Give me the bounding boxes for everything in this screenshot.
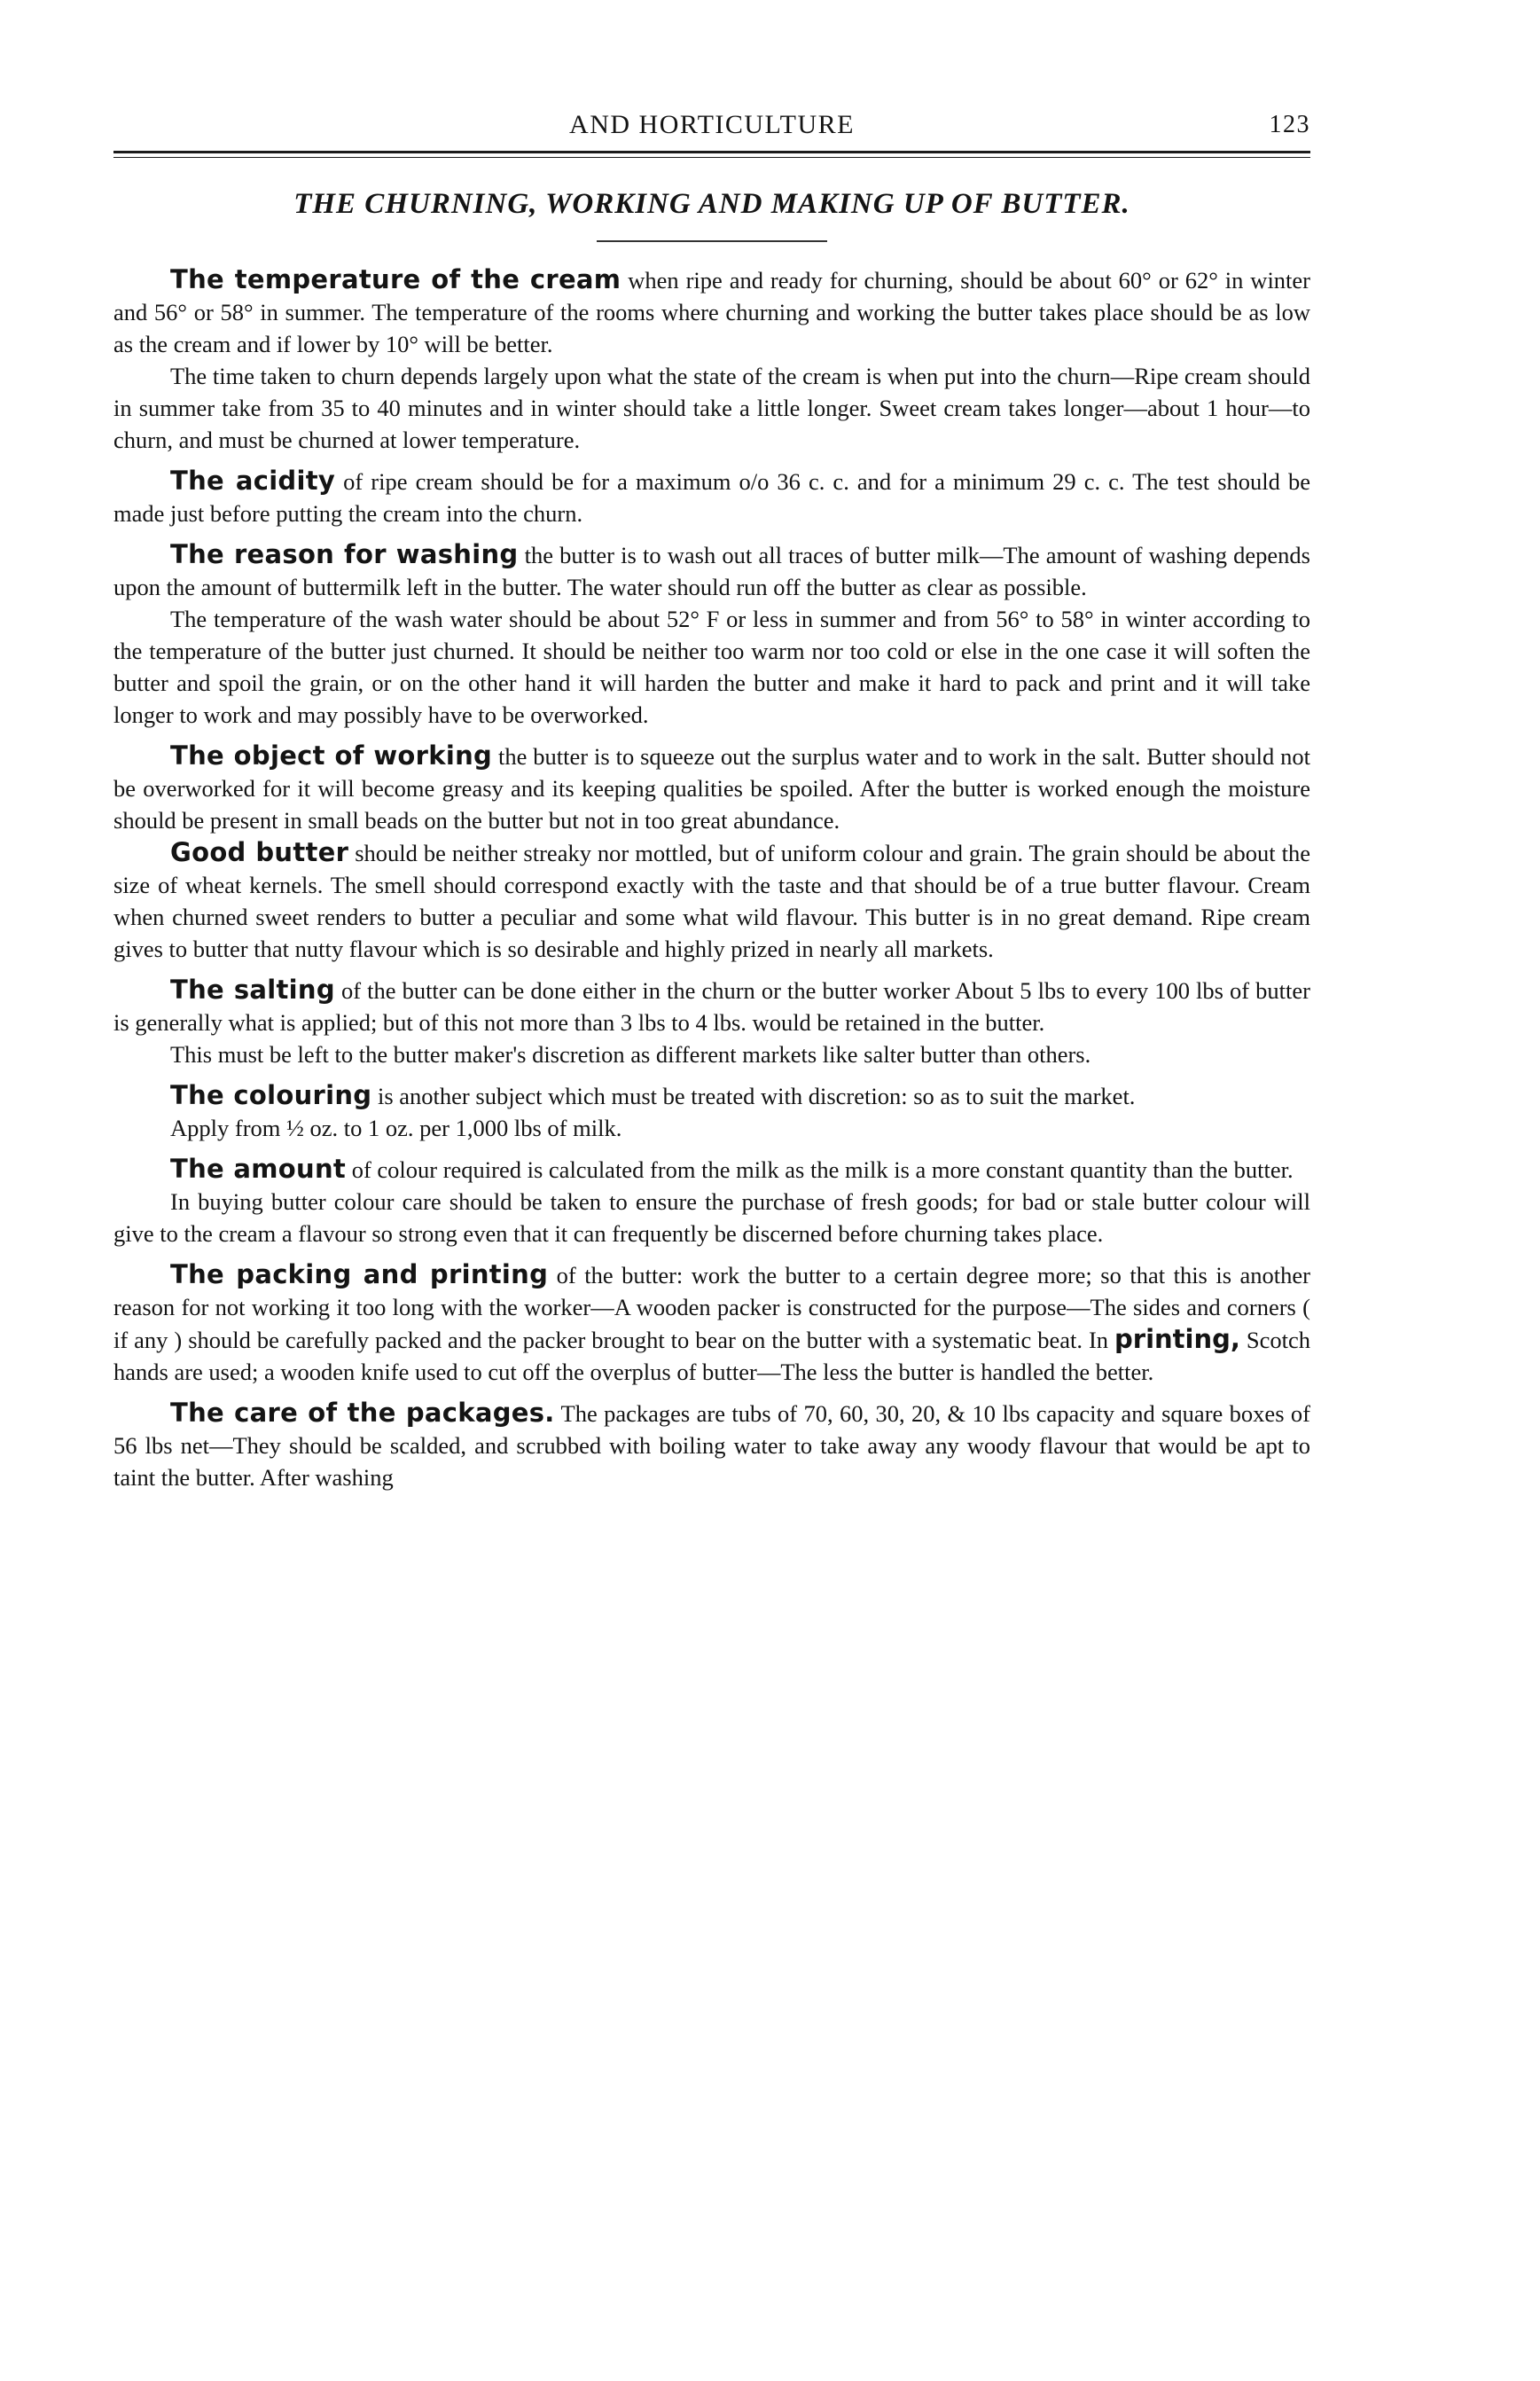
paragraph-working-object [113, 740, 1310, 836]
paragraph-package-care [113, 1397, 1310, 1493]
header-rule [113, 151, 1310, 153]
paragraph-text: This must be left to the butter maker's discretion as different markets like salter butter than others. [170, 1041, 1091, 1068]
article-title: THE CHURNING, WORKING AND MAKING UP OF BUTTER. [293, 188, 1130, 220]
paragraph-text: is another subject which must be treated with discretion: so as to suit the market. [371, 1083, 1136, 1109]
title-divider [597, 240, 827, 242]
paragraph-text: when ripe and ready for churning, should be about 60° or 62° in winter and 56° or 58° in summer. The temperature of the rooms where churning and working the butter takes place should be as low as the cream and if lower by 10° will be better. [113, 267, 1311, 357]
paragraph-text-continued: Scotch hands are used; a wooden knife used to cut off the overplus of butter—The less the butter is handled the better. [113, 1327, 1311, 1385]
paragraph-text: Apply from ½ oz. to 1 oz. per 1,000 lbs of milk. [170, 1115, 622, 1141]
paragraph-buying-colour [113, 1186, 1310, 1249]
book-page [113, 105, 1310, 1493]
paragraph-text: the butter is to wash out all traces of butter milk—The amount of washing depends upon the amount of buttermilk left in the butter. The water should run off the butter as clear as possible. [113, 542, 1310, 600]
paragraph-acidity [113, 465, 1310, 529]
paragraph-text: In buying butter colour care should be taken to ensure the purchase of fresh goods; for bad or stale butter colour will give to the cream a flavour so strong even that it can frequently be discerned before churning takes place. [113, 1188, 1310, 1247]
running-header [113, 105, 1310, 145]
paragraph-colour-amount [113, 1153, 1310, 1186]
paragraph-lead: The packing and printing [170, 1259, 549, 1289]
paragraph-text: The temperature of the wash water should be about 52° F or less in summer and from 56° to 58° in winter according to the temperature of the butter just churned. It should be neither too warm nor too cold or else in the one case it will soften the butter and spoil the grain, or on the other hand it will harden the butter and make it hard to pack and print and it will take longer to work and may possibly have to be overworked. [113, 606, 1310, 728]
paragraph-text: of colour required is calculated from the milk as the milk is a more constant quantity than the butter. [346, 1156, 1294, 1183]
paragraph-packing-printing [113, 1258, 1310, 1388]
inline-bold-term: printing, [1114, 1324, 1240, 1354]
paragraph-colour-dose [113, 1112, 1310, 1144]
paragraph-colouring [113, 1079, 1310, 1112]
paragraph-cream-temperature [113, 263, 1310, 360]
paragraph-text: should be neither streaky nor mottled, but of uniform colour and grain. The grain should be about the size of wheat kernels. The smell should correspond exactly with the taste and that should be of a true butter flavour. Cream when churned sweet renders to butter a peculiar and some what wild flavour. This butter is in no great demand. Ripe cream gives to butter that nutty flavour which is so desirable and highly prized in nearly all markets. [113, 840, 1311, 962]
paragraph-text: The packages are tubs of 70, 60, 30, 20, & 10 lbs capacity and square boxes of 56 lbs net—They should be scalded, and scrubbed with boiling water to take away any woody flavour that would be apt to taint the butter. After washing [113, 1400, 1310, 1491]
header-rule-thin [113, 157, 1310, 158]
paragraph-text: of ripe cream should be for a maximum o/o 36 c. c. and for a minimum 29 c. c. The test should be made just before putting the cream into the churn. [113, 468, 1310, 527]
paragraph-lead: The reason for washing [170, 539, 519, 569]
article-body [113, 263, 1310, 1493]
paragraph-salting [113, 974, 1310, 1038]
paragraph-good-butter [113, 836, 1310, 965]
paragraph-lead: The object of working [170, 740, 493, 771]
paragraph-lead: The care of the packages. [170, 1398, 555, 1428]
paragraph-lead: The colouring [170, 1080, 372, 1110]
paragraph-washing-reason [113, 538, 1310, 603]
paragraph-lead: The amount [170, 1154, 347, 1184]
paragraph-lead: The salting [170, 975, 335, 1005]
paragraph-text: of the butter: work the butter to a certain degree more; so that this is another reason for not working it too long with the worker—A wooden packer is constructed for the purpose—The sides and corners ( if any ) should be carefully packed and the packer brought to bear on the butter with a systematic beat. In [113, 1262, 1311, 1353]
page-number: 123 [1269, 111, 1310, 138]
paragraph-churn-time [113, 360, 1310, 456]
paragraph-text: of the butter can be done either in the churn or the butter worker About 5 lbs to every 100 lbs of butter is generally what is applied; but of this not more than 3 lbs to 4 lbs. would be retained in the butter. [113, 977, 1310, 1036]
paragraph-lead: The temperature of the cream [170, 264, 621, 294]
paragraph-wash-water-temperature [113, 603, 1310, 731]
running-title: AND HORTICULTURE [569, 110, 855, 139]
paragraph-salting-discretion [113, 1038, 1310, 1070]
paragraph-text: the butter is to squeeze out the surplus water and to work in the salt. Butter should not be overworked for it will become greasy and its keeping qualities be spoiled. After the butter is worked enough the moisture should be present in small beads on the butter but not in too great abundance. [113, 743, 1310, 834]
paragraph-text: The time taken to churn depends largely upon what the state of the cream is when put into the churn—Ripe cream should in summer take from 35 to 40 minutes and in winter should take a little longer. Sweet cream takes longer—about 1 hour—to churn, and must be churned at lower temperature. [113, 363, 1310, 453]
paragraph-lead: The acidity [170, 466, 336, 496]
paragraph-lead: Good butter [170, 837, 349, 867]
